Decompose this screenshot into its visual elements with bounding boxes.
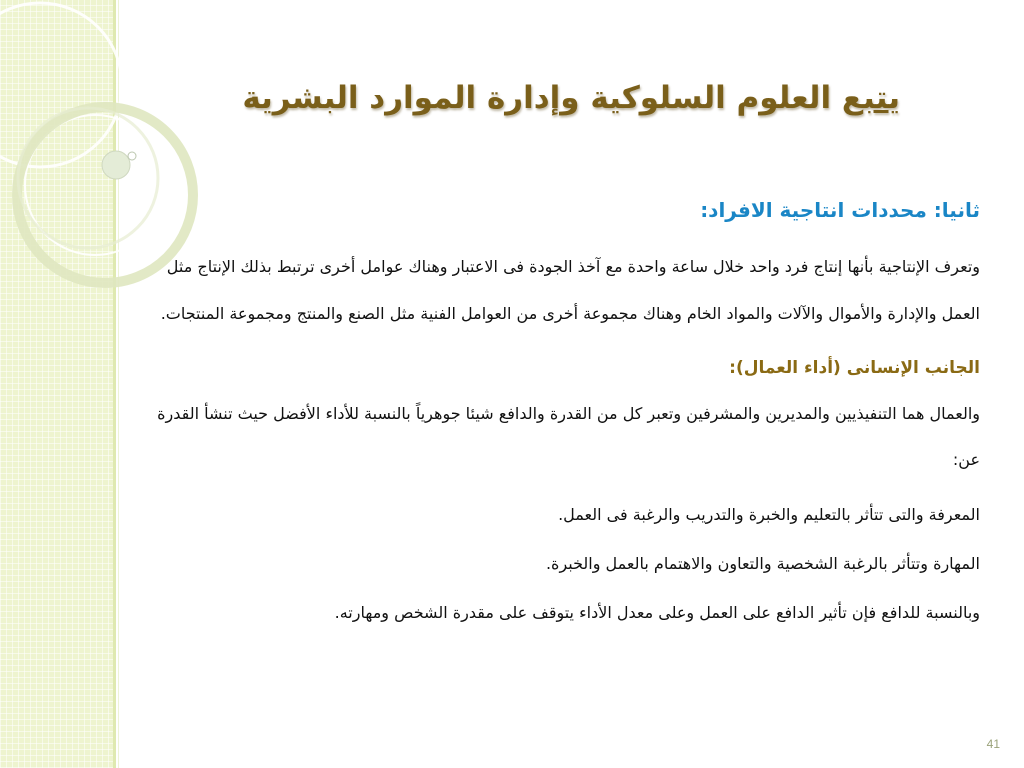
side-panel-divider (113, 0, 116, 768)
section1-paragraph: وتعرف الإنتاجية بأنها إنتاج فرد واحد خلال ساعة واحدة مع آخذ الجودة فى الاعتبار وهناك عوامل أخرى ترتبط بذلك الإنتاج مثل العمل والإدارة والأموال والآلات والمواد الخام وهناك مجموعة أخرى من العوامل الفنية مثل الصنع والمنتج ومجموعة المنتجات. (160, 257, 980, 323)
side-panel-divider-thin (118, 0, 119, 768)
section2-heading: الجانب الإنسانى (أداء العمال): (729, 358, 980, 378)
motivation-line: وبالنسبة للدافع فإن تأثير الدافع على العمل وعلى معدل الأداء يتوقف على مقدرة الشخص ومهارته. (334, 603, 980, 622)
title-main-text: العلوم السلوكية وإدارة الموارد البشرية (242, 80, 842, 116)
page-number: 41 (986, 737, 1000, 751)
slide-title (140, 80, 900, 116)
decorative-side-panel (0, 0, 113, 768)
knowledge-line: المعرفة والتى تتأثر بالتعليم والخبرة والتدريب والرغبة فى العمل. (558, 505, 980, 524)
title-continued-label: يتبع (841, 80, 900, 116)
section2-paragraph: والعمال هما التنفيذيين والمديرين والمشرفين وتعبر كل من القدرة والدافع شيئا جوهرياً بالنسبة للأداء الأفضل حيث تنشأ القدرة عن: (157, 404, 980, 469)
skill-line: المهارة وتتأثر بالرغبة الشخصية والتعاون والاهتمام بالعمل والخبرة. (545, 554, 980, 573)
section1-heading: ثانيا: محددات انتاجية الافراد: (700, 198, 980, 222)
slide-content (150, 192, 980, 643)
